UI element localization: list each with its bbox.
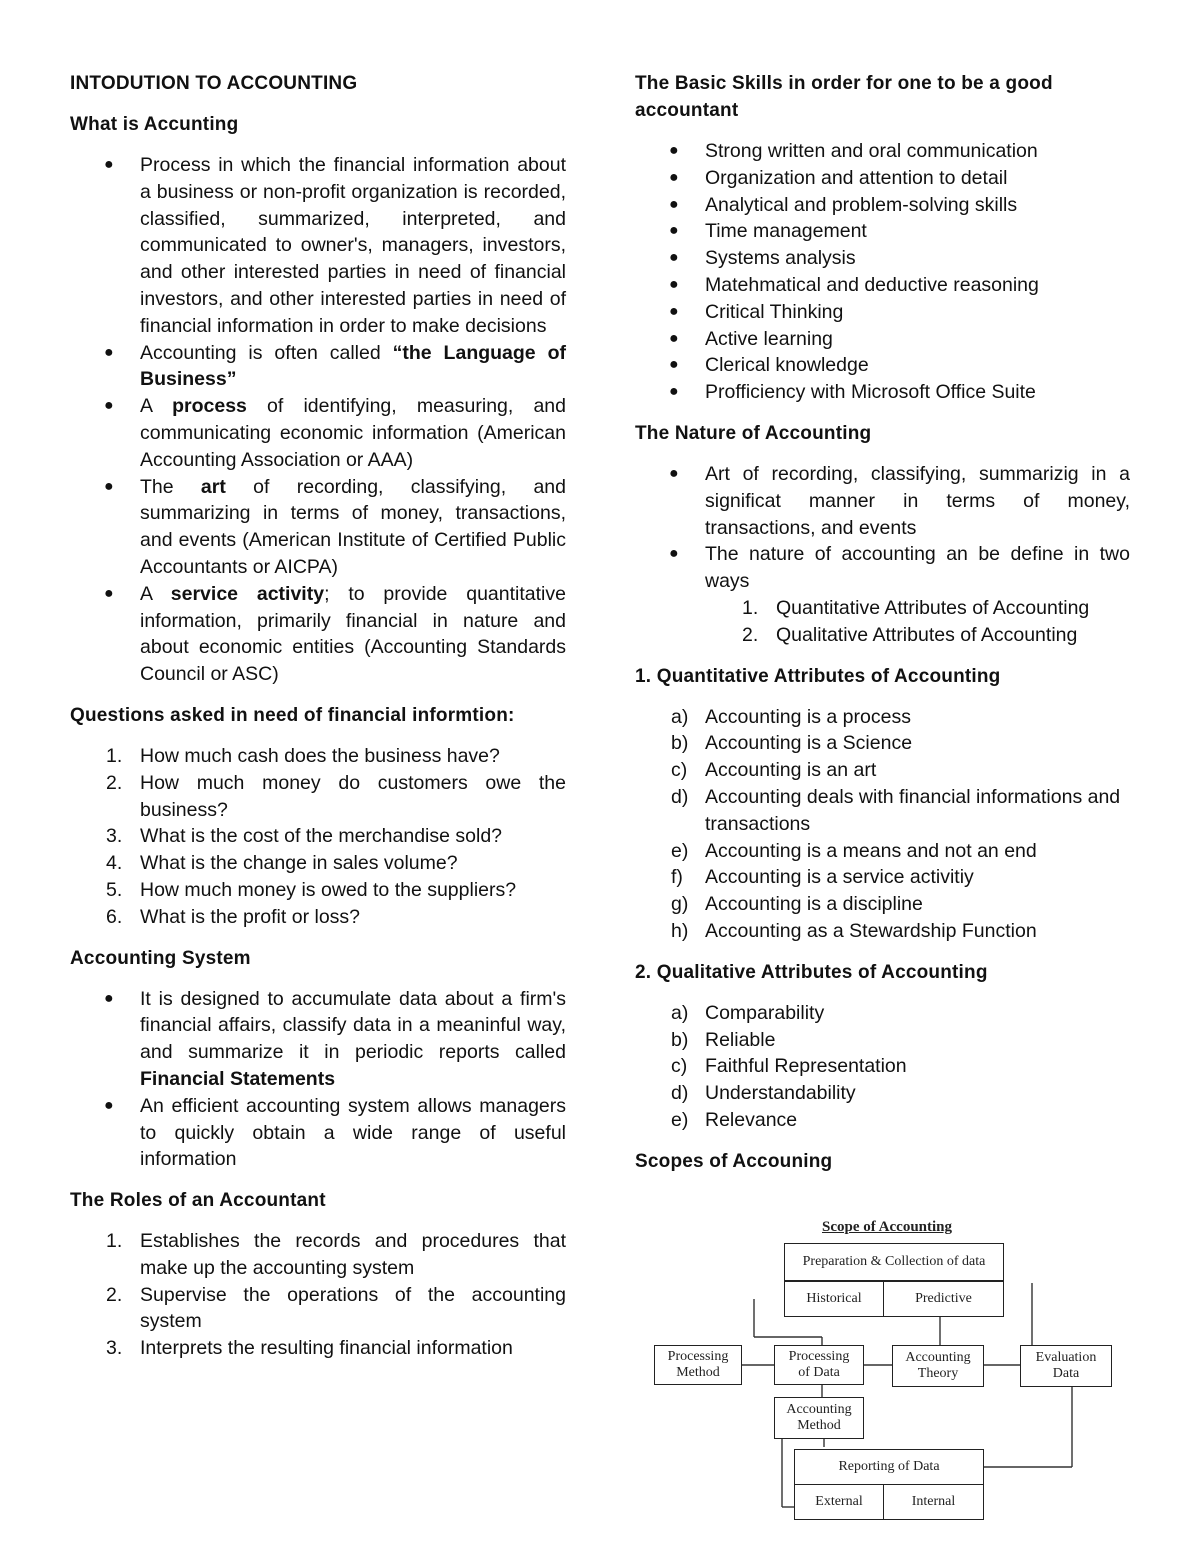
list-item: d) Understandability — [671, 1082, 856, 1105]
qualitative-list — [635, 1000, 1130, 1134]
bullet-icon: ● — [669, 142, 679, 159]
list-item: ● Organization and attention to detail — [635, 165, 1130, 192]
list-item: ● Profficiency with Microsoft Office Suite — [635, 379, 1130, 406]
predictive-box: Predictive — [883, 1281, 1004, 1317]
diagram-title: Scope of Accounting — [822, 1219, 953, 1235]
bullet-icon: ● — [104, 343, 114, 361]
questions-list — [70, 743, 566, 931]
list-item: ● Clerical knowledge — [635, 352, 1130, 379]
list-item: 2. Supervise the operations of the accounting system — [106, 1283, 566, 1333]
list-item: b) Reliable — [671, 1028, 776, 1051]
bullet-icon: ● — [669, 275, 679, 293]
bullet-icon: ● — [104, 477, 114, 495]
bullet-icon: ● — [104, 156, 114, 173]
accounting-system-list — [70, 986, 566, 1174]
list-item: ● Matehmatical and deductive reasoning — [635, 272, 1130, 299]
scope-diagram — [652, 1215, 1117, 1530]
quantitative-list — [635, 704, 1130, 945]
bullet-icon: ● — [104, 1096, 114, 1114]
list-item: g) Accounting is a discipline — [671, 893, 923, 916]
bullet-icon: ● — [669, 329, 679, 347]
what-is-list — [70, 152, 566, 688]
list-item: ● Active learning — [635, 326, 1130, 353]
list-item: 6. What is the profit or loss? — [106, 905, 361, 928]
list-item: 1. Establishes the records and procedures that make up the accounting system — [106, 1230, 566, 1279]
list-item: b) Accounting is a Science — [671, 732, 913, 755]
list-item: 4. What is the change in sales volume? — [106, 852, 458, 875]
list-item: ● It is designed to accumulate data about a firm's financial affairs, classify data in a meaninful way, and summarize it in periodic reports called Financial Statements — [104, 987, 566, 1090]
list-item: ● Accounting is often called “the Language of Business” — [104, 341, 566, 391]
list-item: ● A process of identifying, measuring, and communicating economic information (American Accounting Association or AAA) — [104, 395, 566, 471]
scopes-heading: Scopes of Accouning — [635, 1150, 833, 1172]
list-item: ● A service activity; to provide quantitative information, primarily financial in nature and about economic entities (Accounting Standards Council or ASC) — [104, 582, 566, 686]
list-item: a) Accounting is a process — [671, 705, 911, 728]
list-item: 3. Interprets the resulting financial information — [106, 1337, 513, 1360]
list-item: ● Time management — [635, 218, 1130, 245]
bullet-icon: ● — [669, 383, 679, 401]
accounting-theory-box: Accounting Theory — [892, 1345, 984, 1387]
list-item: 5. How much money is owed to the suppliers? — [106, 878, 517, 901]
questions-heading: Questions asked in need of financial informtion: — [70, 704, 515, 726]
list-item: c) Faithful Representation — [671, 1055, 907, 1078]
nature-list — [635, 461, 1130, 595]
bullet-icon: ● — [669, 222, 679, 240]
historical-box: Historical — [784, 1281, 884, 1317]
bullet-icon: ● — [104, 584, 114, 602]
bullet-icon: ● — [669, 545, 679, 563]
list-item: ● Strong written and oral communication — [635, 138, 1130, 165]
accounting-method-box: Accounting Method — [774, 1397, 864, 1439]
list-item: ● Art of recording, classifying, summarizig in a significat manner in terms of money, transactions, and events — [669, 462, 1130, 539]
internal-box: Internal — [883, 1484, 984, 1520]
qualitative-heading: 2. Qualitative Attributes of Accounting — [635, 961, 988, 983]
list-item: ● The nature of accounting an be define in two ways — [669, 543, 1130, 593]
processing-data-box: Processing of Data — [774, 1345, 864, 1385]
quantitative-heading: 1. Quantitative Attributes of Accounting — [635, 665, 1001, 687]
list-item: ● Analytical and problem-solving skills — [635, 192, 1130, 219]
skills-list — [635, 138, 1130, 406]
list-item: ● An efficient accounting system allows managers to quickly obtain a wide range of useful information — [104, 1094, 566, 1171]
list-item: ● Process in which the financial information about a business or non-profit organization is recorded, classified, summarized, interpreted, and communicated to owner's, managers, investors, and other interested parties in need of financial investors, and other interested parties in need of financial information in order to make decisions — [104, 154, 566, 337]
document-title: INTODUTION TO ACCOUNTING — [70, 73, 358, 94]
bullet-icon: ● — [669, 195, 679, 213]
bullet-icon: ● — [669, 356, 679, 374]
list-item: ● Critical Thinking — [635, 299, 1130, 326]
list-item: 1. Quantitative Attributes of Accounting — [742, 596, 1090, 619]
prep-box: Preparation & Collection of data — [784, 1243, 1004, 1281]
list-item: e) Relevance — [671, 1108, 798, 1131]
nature-heading: The Nature of Accounting — [635, 422, 872, 444]
list-item: d) Accounting deals with financial informations and transactions — [671, 785, 1121, 835]
list-item: c) Accounting is an art — [671, 759, 877, 782]
bullet-icon: ● — [104, 989, 114, 1007]
list-item: 3. What is the cost of the merchandise sold? — [106, 825, 503, 848]
nature-sub-list — [635, 595, 1130, 649]
list-item: 2. How much money do customers owe the business? — [106, 771, 566, 821]
skills-heading: The Basic Skills in order for one to be a good accountant — [635, 73, 1053, 121]
list-item: h) Accounting as a Stewardship Function — [671, 919, 1037, 942]
accounting-system-heading: Accounting System — [70, 947, 251, 969]
list-item: f) Accounting is a service activitiy — [671, 866, 974, 889]
bullet-icon: ● — [104, 397, 114, 415]
bullet-icon: ● — [669, 168, 679, 186]
right-column — [635, 70, 1130, 1189]
list-item: 1. How much cash does the business have? — [106, 744, 500, 767]
roles-heading: The Roles of an Accountant — [70, 1190, 326, 1212]
processing-method-box: Processing Method — [654, 1345, 742, 1385]
list-item: 2. Qualitative Attributes of Accounting — [742, 623, 1078, 646]
reporting-data-box: Reporting of Data — [794, 1449, 984, 1485]
evaluation-data-box: Evaluation Data — [1020, 1345, 1112, 1387]
list-item: ● The art of recording, classifying, and summarizing in terms of money, transactions, and events (American Institute of Certified Public Accountants or AICPA) — [104, 475, 566, 578]
bullet-icon: ● — [669, 302, 679, 320]
bullet-icon: ● — [669, 464, 679, 482]
left-column — [70, 70, 566, 1376]
what-is-heading: What is Accunting — [70, 114, 239, 135]
list-item: ● Systems analysis — [635, 245, 1130, 272]
bullet-icon: ● — [669, 249, 679, 267]
list-item: e) Accounting is a means and not an end — [671, 839, 1037, 862]
list-item: a) Comparability — [671, 1001, 825, 1024]
roles-list — [70, 1228, 566, 1362]
external-box: External — [794, 1484, 884, 1520]
